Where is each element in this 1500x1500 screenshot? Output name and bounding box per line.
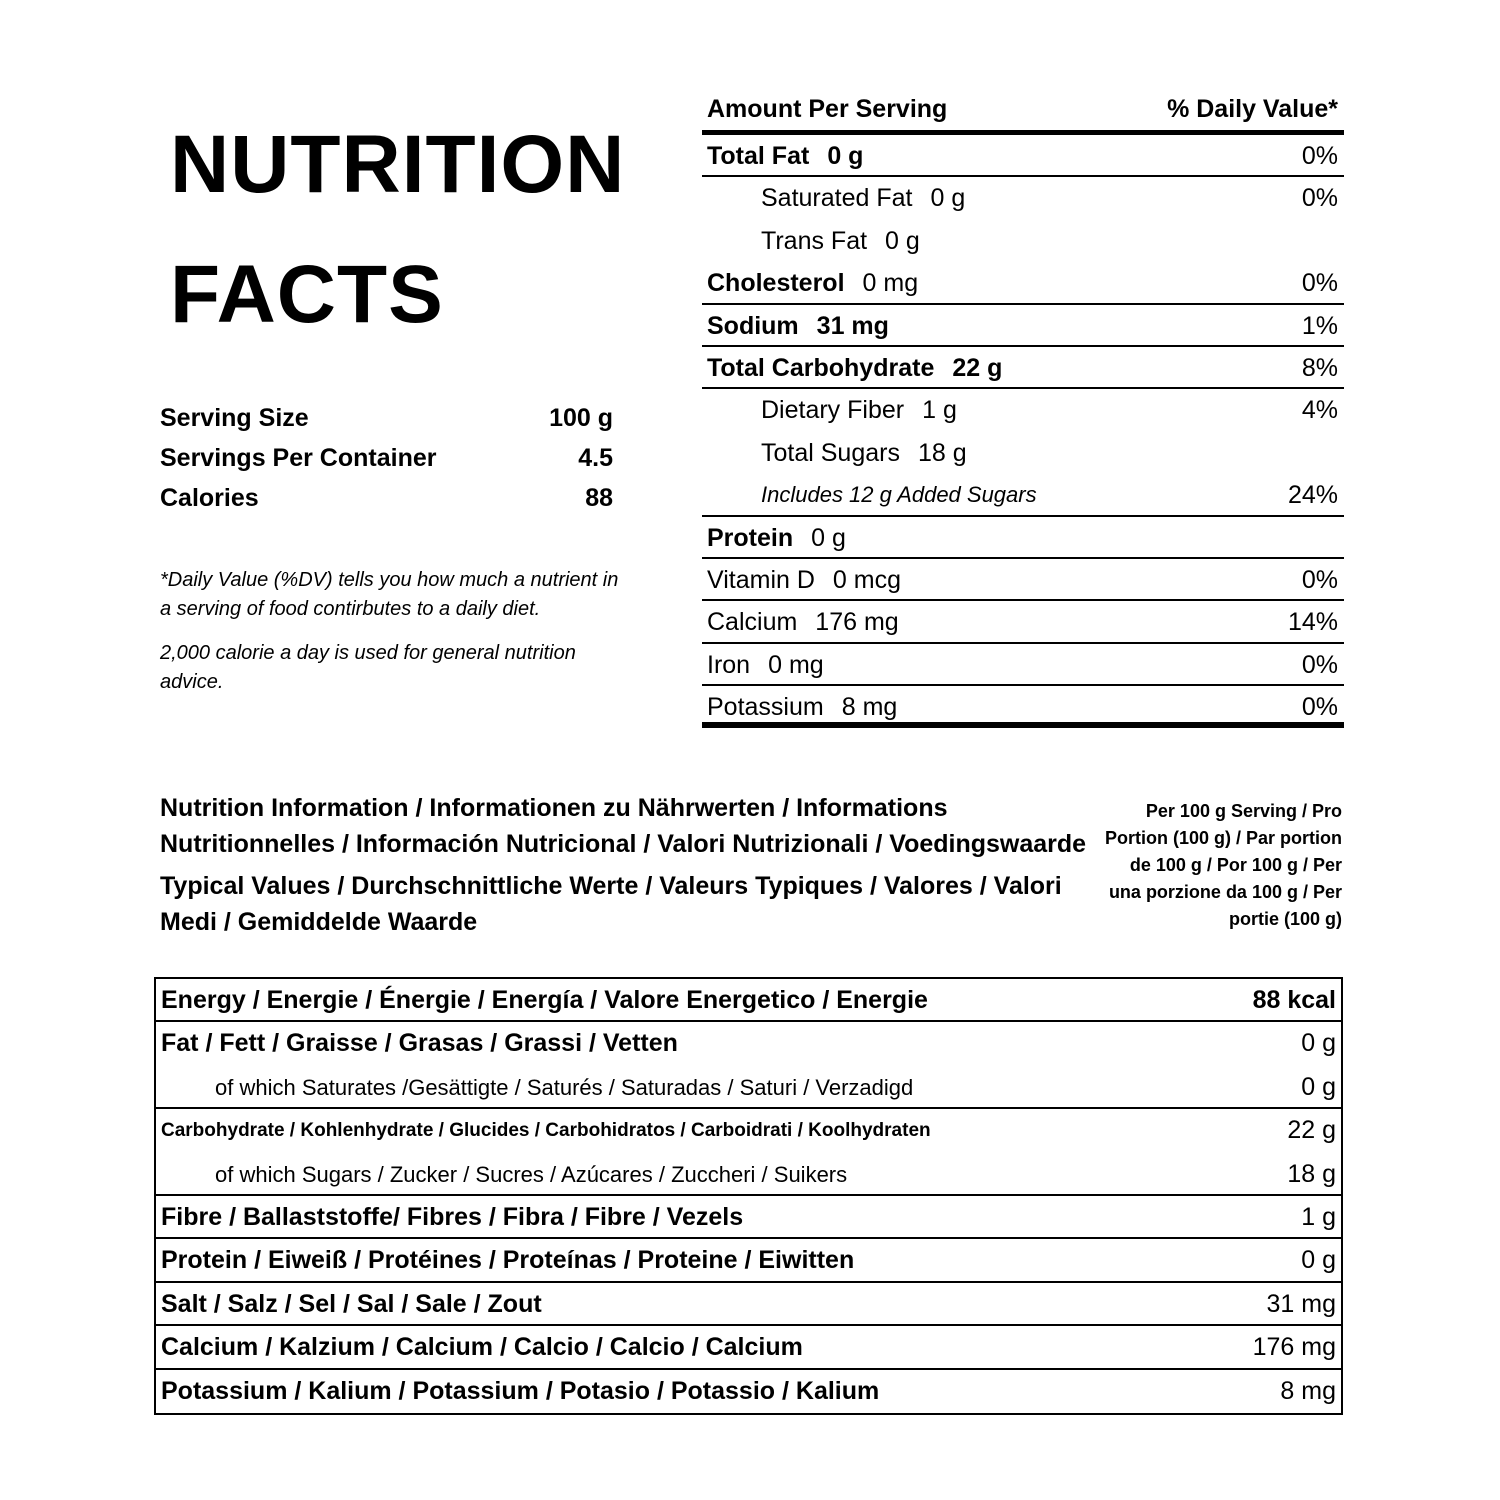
multilingual-info [160, 790, 1344, 940]
table-row [156, 1283, 1341, 1326]
table-row [156, 1326, 1341, 1369]
nutrient-amount: 0 g [827, 142, 864, 170]
row-value: 0 g [1301, 1246, 1336, 1275]
calories-value: 88 [585, 484, 613, 512]
nutrient-name: Saturated Fat [761, 184, 913, 213]
nutrient-dv: 0% [1301, 693, 1338, 722]
table-row [156, 1066, 1341, 1109]
facts-row-calcium [702, 601, 1344, 643]
title-line-1: NUTRITION [170, 119, 626, 210]
nutrient-dv: 0% [1301, 269, 1338, 298]
facts-row-iron [702, 644, 1344, 686]
nutrient-name: Potassium [707, 693, 824, 722]
row-label: Fat / Fett / Graisse / Grasas / Grassi / Vetten [161, 1029, 678, 1058]
nutrient-name: Vitamin D [707, 565, 815, 594]
row-value: 88 kcal [1252, 986, 1336, 1014]
row-label: Energy / Energie / Énergie / Energía / Valore Energetico / Energie [161, 986, 928, 1014]
multilingual-heading: Nutrition Information / Informationen zu Nährwerten / Informations Nutritionnelles / Información Nutricional / Valori Nutrizionali / Voedingswaarde [160, 794, 1087, 858]
nutrient-amount: 22 g [952, 353, 1003, 382]
nutrient-name: Iron [707, 650, 751, 679]
row-label: Fibre / Ballaststoffe/ Fibres / Fibra / Fibre / Vezels [161, 1202, 744, 1231]
nutrient-amount: 0 g [885, 226, 920, 255]
nutrient-name: Sodium [707, 311, 799, 340]
table-row [156, 1109, 1341, 1152]
nutrient-amount: 0 mg [862, 269, 919, 298]
nutrient-dv: 0% [1301, 142, 1338, 170]
row-value: 0 g [1301, 1029, 1336, 1058]
nutrient-amount: 176 mg [815, 608, 899, 637]
row-label: Salt / Salz / Sel / Sal / Sale / Zout [161, 1289, 542, 1318]
serving-size-label: Serving Size [160, 404, 309, 432]
nutrient-amount: 0 mcg [832, 565, 902, 594]
nutrient-amount: 0 mg [768, 650, 824, 679]
row-value: 0 g [1301, 1072, 1336, 1101]
facts-row-potassium [702, 686, 1344, 728]
row-value: 31 mg [1266, 1289, 1336, 1318]
daily-value-note-1: *Daily Value (%DV) tells you how much a nutrient in a serving of food contirbutes to a daily diet. [160, 569, 619, 620]
page-title [170, 100, 625, 360]
calories-row [160, 478, 613, 518]
facts-row-saturated-fat [702, 177, 1344, 219]
nutrient-amount: 1 g [922, 396, 957, 425]
nutrient-name: Trans Fat [761, 226, 868, 255]
facts-row-cholesterol [702, 262, 1344, 304]
facts-row-added-sugars [702, 474, 1344, 516]
multilingual-table [154, 977, 1343, 1415]
facts-row-total-sugars [702, 432, 1344, 474]
row-label: Potassium / Kalium / Potassium / Potasio / Potassio / Kalium [161, 1376, 880, 1405]
facts-row-protein [702, 517, 1344, 559]
nutrient-amount: 8 mg [841, 693, 898, 722]
facts-header [702, 88, 1344, 135]
table-row [156, 979, 1341, 1022]
row-value: 1 g [1301, 1202, 1336, 1231]
nutrient-name: Total Carbohydrate [707, 353, 935, 382]
per-serving-heading: Per 100 g Serving / Pro Portion (100 g) / Par portion de 100 g / Por 100 g / Per una porzione da 100 g / Per portie (100 g) [1104, 801, 1342, 929]
nutrient-name: Total Sugars [761, 438, 900, 467]
facts-row-vitamin-d [702, 559, 1344, 601]
table-row [156, 1196, 1341, 1239]
nutrient-name: Dietary Fiber [761, 396, 905, 425]
row-label: of which Saturates /Gesättigte / Saturés / Saturadas / Saturi / Verzadigd [215, 1074, 914, 1100]
nutrient-dv: 1% [1301, 311, 1338, 340]
nutrient-dv: 0% [1301, 184, 1338, 213]
facts-row-trans-fat [702, 220, 1344, 262]
daily-value-note-2: 2,000 calorie a day is used for general nutrition advice. [160, 642, 576, 693]
facts-row-dietary-fiber [702, 389, 1344, 431]
nutrient-name: Calcium [707, 608, 798, 637]
servings-per-container-row [160, 438, 613, 478]
nutrient-name: Cholesterol [707, 269, 845, 298]
multilingual-header [160, 790, 1344, 940]
nutrient-dv: 0% [1301, 650, 1338, 679]
nutrient-amount: 31 mg [816, 311, 889, 340]
typical-values-heading: Typical Values / Durchschnittliche Werte / Valeurs Typiques / Valores / Valori Medi / Gemiddelde Waarde [160, 872, 1062, 936]
serving-info [160, 398, 613, 518]
nutrient-dv: 24% [1287, 481, 1338, 510]
servings-per-container-value: 4.5 [578, 444, 613, 472]
nutrient-dv: 4% [1301, 396, 1338, 425]
row-label: Calcium / Kalzium / Calcium / Calcio / Calcio / Calcium [161, 1333, 803, 1362]
row-label: Protein / Eiweiß / Protéines / Proteínas / Proteine / Eiwitten [161, 1246, 855, 1275]
nutrient-amount: 0 g [811, 523, 846, 552]
nutrient-name: Total Fat [707, 142, 810, 170]
nutrient-amount: 18 g [917, 438, 967, 467]
row-value: 22 g [1287, 1116, 1336, 1145]
table-row [156, 1239, 1341, 1282]
servings-per-container-label: Servings Per Container [160, 444, 437, 472]
calories-label: Calories [160, 484, 259, 512]
nutrient-name: Protein [707, 523, 794, 552]
facts-row-total-fat [702, 135, 1344, 177]
serving-size-row [160, 398, 613, 438]
table-row [156, 1022, 1341, 1065]
table-row [156, 1370, 1341, 1413]
nutrition-facts-table [702, 88, 1344, 728]
row-value: 8 mg [1280, 1376, 1336, 1405]
daily-value-note [160, 566, 630, 712]
nutrient-dv: 14% [1287, 608, 1338, 637]
amount-per-serving-heading: Amount Per Serving [707, 95, 948, 123]
row-value: 176 mg [1252, 1333, 1336, 1362]
row-label: of which Sugars / Zucker / Sucres / Azúcares / Zuccheri / Suikers [215, 1161, 848, 1187]
row-label: Carbohydrate / Kohlenhydrate / Glucides / Carbohidratos / Carboidrati / Koolhydraten [161, 1120, 931, 1142]
facts-row-total-carbohydrate [702, 347, 1344, 389]
serving-size-value: 100 g [549, 404, 613, 432]
daily-value-heading: % Daily Value* [1167, 95, 1338, 123]
nutrient-amount: 0 g [930, 184, 966, 213]
facts-row-sodium [702, 305, 1344, 347]
nutrient-name: Includes 12 g Added Sugars [761, 482, 1037, 508]
nutrient-dv: 0% [1301, 565, 1338, 594]
table-row [156, 1153, 1341, 1196]
nutrient-dv: 8% [1301, 353, 1338, 382]
row-value: 18 g [1287, 1159, 1336, 1188]
title-line-2: FACTS [170, 249, 444, 340]
